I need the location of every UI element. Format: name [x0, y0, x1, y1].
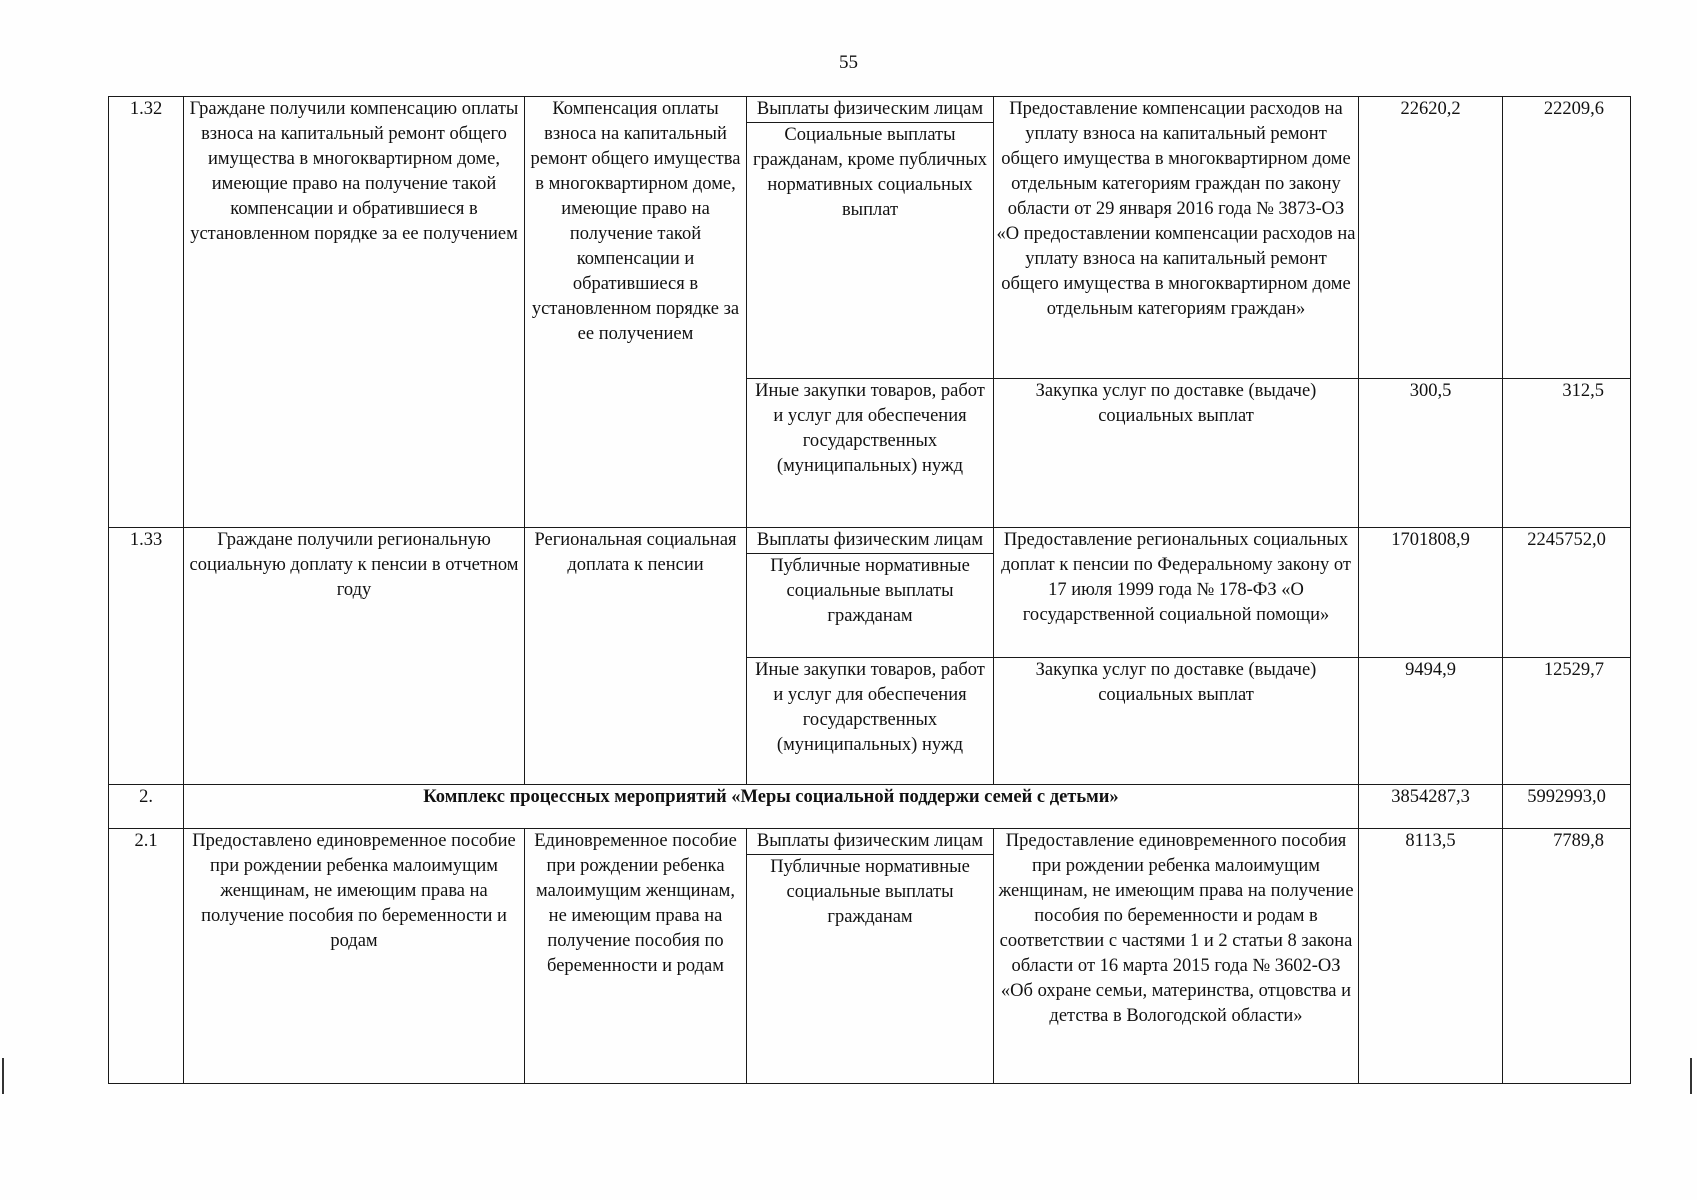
value-1-cell: 1701808,9 [1359, 528, 1503, 658]
value-1-cell: 300,5 [1359, 379, 1503, 528]
expense-type-cell [747, 97, 994, 379]
value-2-cell: 5992993,0 [1503, 785, 1631, 829]
row-number: 1.33 [109, 528, 184, 785]
measure-cell: Компенсация оплаты взноса на капитальный ремонт общего имущества в многоквартирном доме, имеющие право на получение такой компенсации и обратившиеся в установленном порядке за ее получением [525, 97, 747, 528]
description-cell: Закупка услуг по доставке (выдаче) социальных выплат [994, 658, 1359, 785]
row-number: 2. [109, 785, 184, 829]
expense-type-bottom: Публичные нормативные социальные выплаты гражданам [770, 857, 970, 927]
expense-type-bottom: Публичные нормативные социальные выплаты гражданам [770, 556, 970, 626]
value-1-cell: 8113,5 [1359, 829, 1503, 1084]
scan-mark-left [2, 1058, 4, 1094]
description-cell: Предоставление компенсации расходов на уплату взноса на капитальный ремонт общего имущества в многоквартирном доме отдельным категориям граждан по закону области от 29 января 2016 года № 3873-ОЗ «О предоставлении компенсации расходов на уплату взноса на капитальный ремонт общего имущества в многоквартирном доме отдельным категориям граждан» [994, 97, 1359, 379]
value-2-cell: 7789,8 [1503, 829, 1631, 1084]
value-2-cell: 2245752,0 [1503, 528, 1631, 658]
value-2-cell: 22209,6 [1503, 97, 1631, 379]
expense-type-top: Выплаты физическим лицам [747, 829, 993, 855]
description-cell: Предоставление единовременного пособия при рождении ребенка малоимущим женщинам, не имеющим права на получение пособия по беременности и родам в соответствии с частями 1 и 2 статьи 8 закона области от 16 марта 2015 года № 3602-ОЗ «Об охране семьи, материнства, отцовства и детства в Вологодской области» [994, 829, 1359, 1084]
value-1-cell: 9494,9 [1359, 658, 1503, 785]
expense-type-cell [747, 528, 994, 658]
table-row-2-1 [109, 829, 1631, 1084]
value-1-cell: 22620,2 [1359, 97, 1503, 379]
expense-type-top: Выплаты физическим лицам [747, 97, 993, 123]
expense-type-top: Выплаты физическим лицам [747, 528, 993, 554]
table-row-1-32 [109, 97, 1631, 379]
page-number: 55 [839, 52, 858, 73]
result-cell: Предоставлено единовременное пособие при рождении ребенка малоимущим женщинам, не имеющим права на получение пособия по беременности и родам [184, 829, 525, 1084]
expense-type-cell: Иные закупки товаров, работ и услуг для обеспечения государственных (муниципальных) нужд [747, 658, 994, 785]
row-number: 1.32 [109, 97, 184, 528]
result-cell: Граждане получили региональную социальную доплату к пенсии в отчетном году [184, 528, 525, 785]
value-1-cell: 3854287,3 [1359, 785, 1503, 829]
expense-type-bottom: Социальные выплаты гражданам, кроме публичных нормативных социальных выплат [752, 125, 988, 220]
table-row-section-2 [109, 785, 1631, 829]
section-title: Комплекс процессных мероприятий «Меры социальной поддержи семей с детьми» [184, 785, 1359, 829]
scan-mark-right [1690, 1058, 1692, 1094]
table-row-1-33 [109, 528, 1631, 658]
result-cell: Граждане получили компенсацию оплаты взноса на капитальный ремонт общего имущества в многоквартирном доме, имеющие право на получение такой компенсации и обратившиеся в установленном порядке за ее получением [184, 97, 525, 528]
value-2-cell: 12529,7 [1503, 658, 1631, 785]
measure-cell: Единовременное пособие при рождении ребенка малоимущим женщинам, не имеющим права на получение пособия по беременности и родам [525, 829, 747, 1084]
description-cell: Закупка услуг по доставке (выдаче) социальных выплат [994, 379, 1359, 528]
expense-type-cell: Иные закупки товаров, работ и услуг для обеспечения государственных (муниципальных) нужд [747, 379, 994, 528]
expense-type-cell [747, 829, 994, 1084]
measure-cell: Региональная социальная доплата к пенсии [525, 528, 747, 785]
budget-table [108, 96, 1631, 1084]
row-number: 2.1 [109, 829, 184, 1084]
description-cell: Предоставление региональных социальных доплат к пенсии по Федеральному закону от 17 июля 1999 года № 178-ФЗ «О государственной социальной помощи» [994, 528, 1359, 658]
value-2-cell: 312,5 [1503, 379, 1631, 528]
